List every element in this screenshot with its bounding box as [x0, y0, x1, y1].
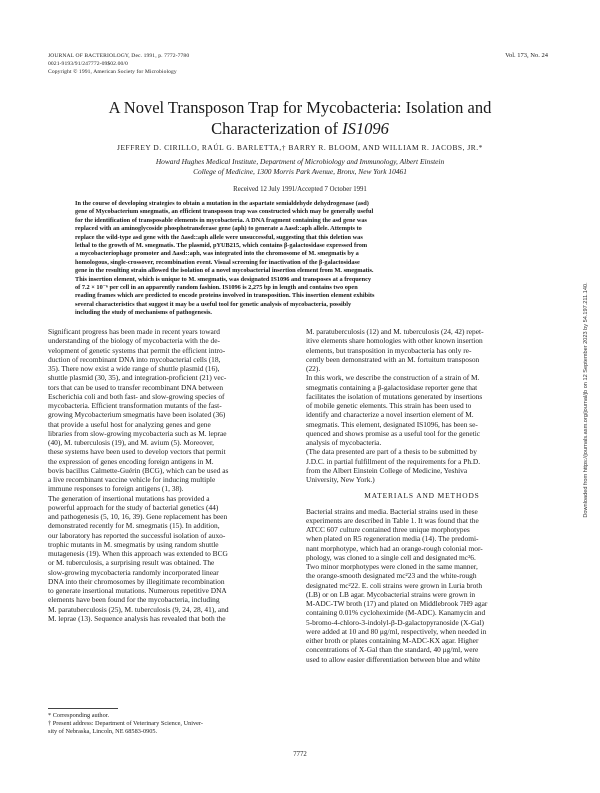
body-line: slow-growing mycobacteria randomly incorporated linear: [48, 567, 219, 577]
body-line: or M. tuberculosis, a surprising result was obtained. The: [48, 558, 215, 568]
body-line: mycobacteria. Efficient transformation mutants of the fast-: [48, 401, 222, 410]
body-line: M-ADC-TW broth (17) and plated on Middlebrook 7H9 agar: [306, 599, 488, 608]
abstract-line: a mycobacteriophage promoter and Δasd::aph, was integrated into the chromosome of M. smegmatis by a: [75, 250, 359, 258]
body-line: the orange-smooth designated mc²23 and the white-rough: [306, 571, 477, 581]
title-line-2: [60, 118, 540, 139]
body-line: M. leprae (13). Sequence analysis has revealed that both the: [48, 613, 226, 623]
body-line: Bacterial strains and media. Bacterial strains used in these: [306, 506, 478, 516]
body-line: designated mc²22. E. coli strains were grown in Luria broth: [306, 580, 483, 590]
body-line: that provide a useful host for analyzing genes and gene: [48, 419, 211, 429]
abstract-line: homologous, single-crossover, recombination event. Visual screening for inactivation of the β-galactosidase: [75, 258, 360, 266]
body-line: M. paratuberculosis (12) and M. tuberculosis (24, 42) repet-: [306, 327, 484, 336]
body-line: velopment of genetic systems that permit the efficient intro-: [48, 345, 226, 355]
body-column-right: [306, 327, 538, 664]
abstract-line: lethal to the growth of M. smegmatis. The plasmid, pYUB215, which contains β-galactosidase expressed from: [75, 242, 368, 250]
body-line: ATCC 607 culture contained three unique morphotypes: [306, 525, 470, 534]
body-line: shuttle plasmid (30, 35), and integration-proficient (21) vec-: [48, 373, 227, 383]
abstract-line: including the study of mechanisms of pathogenesis.: [75, 309, 212, 317]
body-line: In this work, we describe the construction of a strain of M.: [306, 373, 480, 383]
body-line: either broth or plates containing M-ADC-KX agar. Higher: [306, 636, 479, 645]
abstract-line: replace the wild-type asd gene with the Δasd::aph allele were unsuccessful, suggesting that this deletion was: [75, 233, 363, 241]
body-line: J.D.C. in partial fulfillment of the requirements for a Ph.D.: [306, 456, 481, 466]
section-heading: MATERIALS AND METHODS: [364, 491, 480, 501]
volume-label: Vol. 173, No. 24: [505, 52, 548, 59]
affiliation: [80, 157, 520, 177]
abstract-line: gene of Mycobacterium smegmatis, an efficient transposon trap was constructed which may be generally useful: [75, 208, 374, 216]
affiliation-line: Howard Hughes Medical Institute, Department of Microbiology and Immunology, Albert Einstein: [155, 157, 445, 166]
body-line: quenced and shows promise as a useful tool for the genetic: [306, 428, 481, 438]
body-line: our laboratory has reported the successful isolation of auxo-: [48, 530, 226, 540]
body-line: demonstrated recently for M. smegmatis (15). In addition,: [48, 521, 220, 531]
received-dates: Received 12 July 1991/Accepted 7 October 1991: [233, 186, 367, 193]
body-line: Two minor morphotypes were cloned in the same manner,: [306, 562, 478, 571]
body-line: tors that can be used to transfer recombinant DNA between: [48, 382, 224, 392]
footnote-address-cont: sity of Nebraska, Lincoln, NE 68583-0905.: [48, 728, 158, 735]
body-line: growing Mycobacterium smegmatis have been isolated (36): [48, 410, 226, 420]
title-element-name: IS1096: [342, 119, 389, 138]
body-line: used to allow easier differentiation between blue and white: [306, 654, 481, 664]
body-line: powerful approach for the study of bacterial genetics (44): [48, 502, 219, 512]
body-line: libraries from slow-growing mycobacteria such as M. leprae: [48, 428, 227, 438]
body-line: immune responses to foreign antigens (1, 38).: [48, 484, 184, 494]
body-line: understanding of the biology of mycobacteria with the de-: [48, 336, 220, 346]
footnote-divider: [48, 708, 118, 709]
body-line: a live recombinant vaccine vehicle for inducing multiple: [48, 475, 216, 484]
body-line: were added at 10 and 80 μg/ml, respectively, when needed in: [306, 626, 487, 636]
body-line: the expression of genes encoding foreign antigens in M.: [48, 456, 214, 466]
title-line-1: A Novel Transposon Trap for Mycobacteria: Isolation and: [108, 98, 492, 117]
body-line: facilitates the isolation of mutations generated by insertions: [306, 391, 483, 401]
abstract-line: for the identification of transposable elements in mycobacteria. A DNA fragment containing the asd gene was: [75, 216, 367, 224]
body-line: cently been demonstrated with an M. fortuitum transposon: [306, 354, 480, 364]
abstract-line: gene in the resulting strain allowed the isolation of a novel mycobacterial insertion element from M. smegmatis.: [75, 267, 374, 275]
body-line: analysis of mycobacteria.: [306, 438, 382, 447]
footnote-address: † Present address: Department of Veterinary Science, Univer-: [48, 720, 204, 727]
body-line: these systems have been used to develop vectors that permit: [48, 447, 226, 457]
body-line: of mobile genetic elements. This strain has been used to: [306, 401, 472, 410]
body-column-left: [48, 327, 280, 623]
body-line: containing 0.01% cycloheximide (M-ADC). Kanamycin and: [306, 608, 486, 618]
body-line: nant morphotype, which had an orange-rough colonial mor-: [306, 543, 483, 553]
footnotes: [48, 704, 280, 736]
body-line: (LB) or on LB agar. Mycobacterial strains were grown in: [306, 589, 476, 599]
body-line: smegmatis. This element, designated IS1096, has been se-: [306, 419, 478, 429]
body-line: concentrations of X-Gal than the standard, 40 μg/ml, were: [306, 645, 479, 655]
body-line: (22).: [306, 364, 321, 373]
journal-code: 0021-9193/91/247772-09$02.00/0: [48, 61, 128, 67]
body-line: 35). There now exist a wide range of shuttle plasmid (16),: [48, 364, 220, 373]
abstract: [75, 200, 530, 318]
abstract-line: several characteristics that suggest it may be a useful tool for genetic analysis of mycobacteria, possibly: [75, 300, 352, 308]
body-line: (The data presented are part of a thesis to be submitted by: [306, 447, 477, 457]
body-line: smegmatis containing a β-galactosidase reporter gene that: [306, 382, 478, 392]
body-line: experiments are described in Table 1. It was found that the: [306, 515, 479, 525]
body-line: DNA into their chromosomes by illegitimate recombination: [48, 576, 225, 586]
body-line: identify and characterize a novel insertion element of M.: [306, 410, 474, 420]
abstract-line: This insertion element, which is unique to M. smegmatis, was designated IS1096 and transposes at a frequency: [75, 275, 372, 283]
body-line: bovis bacillus Calmette-Guérin (BCG), which can be used as: [48, 465, 229, 475]
article-title: [60, 97, 540, 139]
abstract-line: In the course of developing strategies to obtain a mutation in the aspartate semialdehyde dehydrogenase (asd): [75, 200, 369, 207]
body-line: duction of recombinant DNA into mycobacterial cells (18,: [48, 354, 221, 364]
affiliation-line: College of Medicine, 1300 Morris Park Avenue, Bronx, New York 10461: [193, 167, 407, 176]
page-number: 7772: [293, 751, 307, 758]
body-line: phology, was cloned to a single cell and designated mc²6.: [306, 552, 476, 562]
body-line: when plated on R5 regeneration media (14). The predomi-: [306, 534, 479, 544]
body-line: itive elements share homologies with other known insertion: [306, 336, 483, 346]
footnote-corresponding: * Corresponding author.: [48, 712, 110, 719]
abstract-line: reading frames which are predicted to encode proteins involved in transposition. This insertion element exhibits: [75, 292, 375, 300]
body-line: Escherichia coli and both fast- and slow-growing species of: [48, 391, 225, 401]
copyright-notice: Copyright © 1991, American Society for Microbiology: [48, 69, 177, 75]
download-watermark: Downloaded from https://journals.asm.org/journal/jb on 12 September 2023 by 54.197.211.140.: [583, 282, 589, 518]
journal-citation: JOURNAL OF BACTERIOLOGY, Dec. 1991, p. 7772-7780: [48, 53, 190, 59]
body-line: mutagenesis (19). When this approach was extended to BCG: [48, 549, 228, 558]
abstract-line: of 7.2 × 10⁻⁶ per cell in an apparently random fashion. IS1096 is 2,275 bp in length and contains two open: [75, 284, 358, 292]
author-list: JEFFREY D. CIRILLO, RAÚL G. BARLETTA,† BARRY R. BLOOM, AND WILLIAM R. JACOBS, JR.*: [117, 143, 483, 152]
abstract-line: replaced with an aminoglycoside phosphotransferase gene (aph) to generate a Δasd::aph allele. Attempts to: [75, 225, 362, 233]
body-line: from the Albert Einstein College of Medicine, Yeshiva: [306, 465, 468, 475]
body-line: trophic mutants in M. smegmatis by using random shuttle: [48, 539, 219, 549]
title-line-2-text: Characterization of: [211, 119, 343, 138]
body-line: M. paratuberculosis (25), M. tuberculosis (9, 24, 28, 41), and: [48, 604, 229, 614]
body-line: 5-bromo-4-chloro-3-indolyl-β-D-galactopyranoside (X-Gal): [306, 617, 484, 627]
body-line: University, New York.): [306, 475, 375, 484]
body-line: Significant progress has been made in recent years toward: [48, 327, 220, 336]
journal-header: [48, 52, 189, 76]
body-line: The generation of insertional mutations has provided a: [48, 493, 210, 503]
body-line: and pathogenesis (5, 10, 16, 39). Gene replacement has been: [48, 512, 228, 521]
body-line: elements have been found for the mycobacteria, including: [48, 595, 220, 605]
body-line: (40), M. tuberculosis (19), and M. avium (5). Moreover,: [48, 438, 214, 447]
body-line: to generate insertional mutations. Numerous repetitive DNA: [48, 586, 227, 595]
body-line: elements, but transposition in mycobacteria has only re-: [306, 345, 472, 355]
